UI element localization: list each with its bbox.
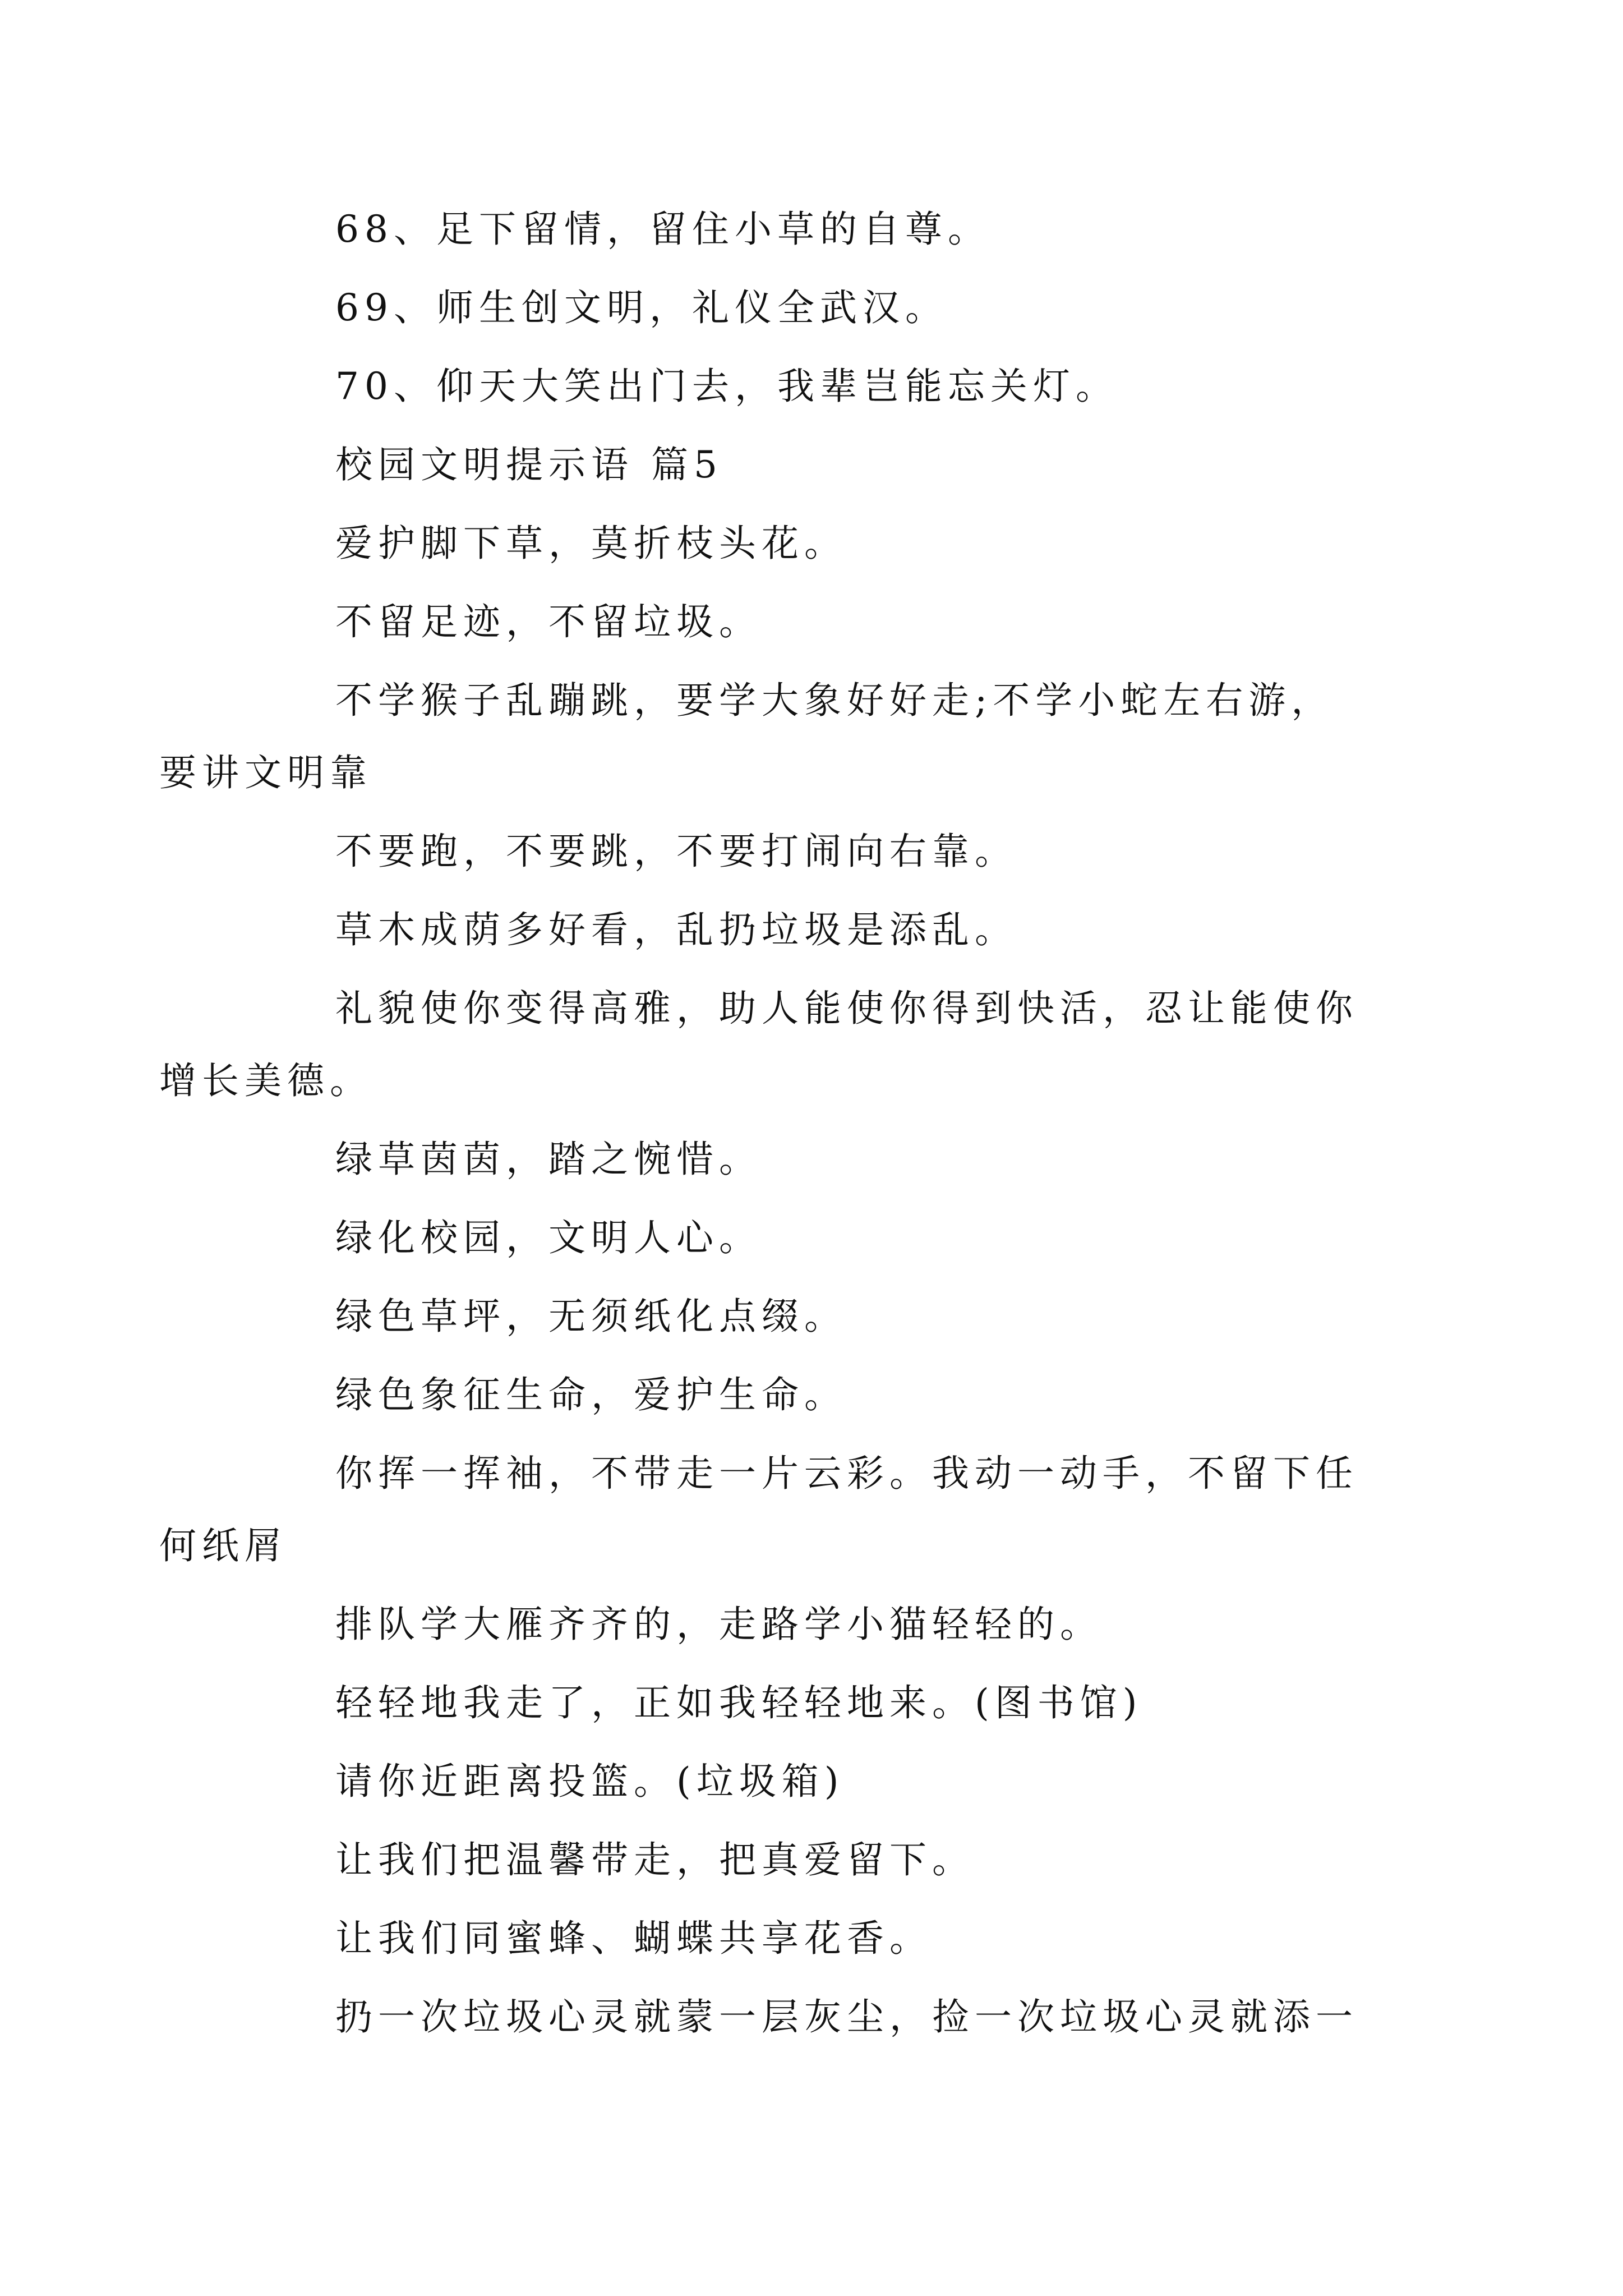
paragraph — [247, 1995, 1380, 2039]
paragraph-text: 69、师生创文明，礼仪全武汉。 — [335, 286, 948, 329]
paragraph — [247, 524, 1380, 563]
paragraph — [247, 908, 1380, 951]
paragraph-text: 排队学大雁齐齐的，走路学小猫轻轻的。 — [335, 1603, 1103, 1646]
paragraph — [247, 1838, 1380, 1881]
paragraph-text: 爱护脚下草，莫折枝头花。 — [335, 522, 847, 565]
paragraph-text: 轻轻地我走了，正如我轻轻地来。(图书馆) — [335, 1681, 1143, 1724]
paragraph-text: 让我们把温馨带走，把真爱留下。 — [335, 1838, 975, 1881]
paragraph — [247, 600, 1380, 643]
paragraph-continuation: 要讲文明靠 — [159, 751, 372, 794]
paragraph-text: 绿色草坪，无须纸化点缀。 — [335, 1295, 847, 1338]
paragraph — [247, 210, 1380, 249]
paragraph — [247, 1373, 1380, 1416]
paragraph-text: 请你近距离投篮。(垃圾箱) — [335, 1760, 845, 1803]
paragraph — [247, 1760, 1380, 1803]
paragraph-text: 不留足迹，不留垃圾。 — [335, 600, 762, 643]
paragraph — [159, 1452, 1380, 1567]
paragraph — [247, 286, 1380, 329]
paragraph-text: 绿色象征生命，爱护生命。 — [335, 1373, 847, 1416]
paragraph-continuation: 增长美德。 — [159, 1059, 372, 1102]
paragraph-text: 不要跑，不要跳，不要打闹向右靠。 — [335, 830, 1017, 873]
paragraph-text: 草木成荫多好看，乱扔垃圾是添乱。 — [335, 908, 1017, 951]
paragraph — [247, 1917, 1380, 1960]
paragraph-text: 绿化校园，文明人心。 — [335, 1216, 762, 1259]
paragraph — [159, 679, 1380, 794]
paragraph-text: 你挥一挥袖，不带走一片云彩。我动一动手，不留下任 — [335, 1452, 1358, 1495]
paragraph-text: 让我们同蜜蜂、蝴蝶共享花香。 — [335, 1917, 932, 1960]
paragraph — [159, 987, 1380, 1102]
paragraph — [247, 1297, 1380, 1336]
paragraph-text: 绿草茵茵，踏之惋惜。 — [335, 1138, 762, 1181]
paragraph-text: 70、仰天大笑出门去，我辈岂能忘关灯。 — [335, 365, 1118, 408]
paragraph — [247, 1605, 1380, 1644]
paragraph-continuation: 何纸屑 — [159, 1524, 287, 1567]
paragraph-text: 礼貌使你变得高雅，助人能使你得到快活，忍让能使你 — [335, 987, 1358, 1030]
paragraph — [247, 367, 1380, 406]
paragraph-text: 扔一次垃圾心灵就蒙一层灰尘，捡一次垃圾心灵就添一 — [335, 1995, 1358, 2039]
document-body — [159, 208, 1380, 2077]
paragraph-text: 不学猴子乱蹦跳，要学大象好好走;不学小蛇左右游， — [335, 679, 1334, 722]
paragraph — [247, 1681, 1380, 1724]
paragraph — [247, 1216, 1380, 1259]
paragraph — [247, 832, 1380, 871]
section-heading-text: 校园文明提示语 篇5 — [335, 443, 723, 486]
paragraph-text: 68、足下留情，留住小草的自尊。 — [335, 208, 990, 251]
paragraph — [247, 1140, 1380, 1179]
section-heading — [247, 443, 1380, 486]
